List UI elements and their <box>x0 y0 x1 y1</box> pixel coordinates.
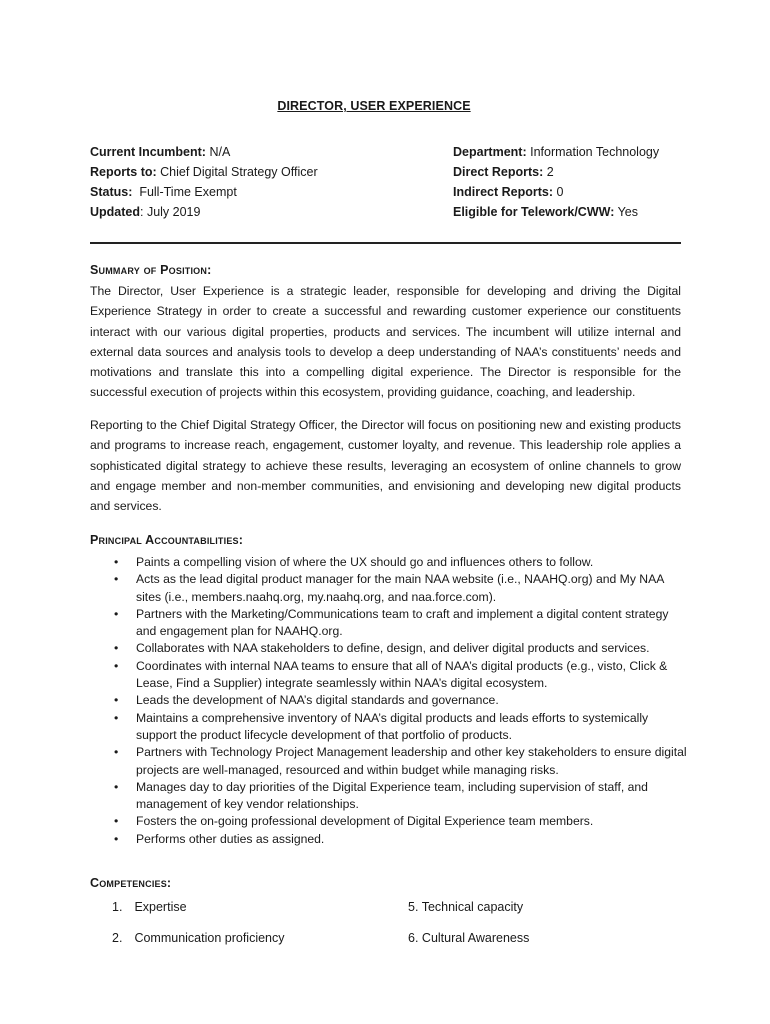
competency-item: 6. Cultural Awareness <box>408 931 530 945</box>
list-item: • Partners with the Marketing/Communications team to craft and implement a digital content strategy and engagement plan for NAAHQ.org. <box>114 606 669 639</box>
list-item: • Leads the development of NAA’s digital standards and governance. <box>114 693 499 708</box>
meta-current-incumbent: Current Incumbent: N/A <box>90 145 231 159</box>
meta-direct-reports: Direct Reports: 2 <box>453 165 554 179</box>
meta-department: Department: Information Technology <box>453 145 660 159</box>
list-item: • Paints a compelling vision of where the UX should go and influences others to follow. <box>114 555 594 569</box>
meta-left-column <box>90 142 318 222</box>
meta-indirect-reports: Indirect Reports: 0 <box>453 185 564 199</box>
list-item: • Collaborates with NAA stakeholders to define, design, and deliver digital products and services. <box>114 641 650 656</box>
meta-right-column <box>453 142 659 222</box>
divider <box>90 242 681 244</box>
list-item: • Maintains a comprehensive inventory of NAA’s digital products and leads efforts to systemically support the product lifecycle development of that portfolio of products. <box>114 710 649 742</box>
page-title: DIRECTOR, USER EXPERIENCE <box>277 99 471 113</box>
list-item: • Fosters the on-going professional development of Digital Experience team members. <box>114 814 594 829</box>
summary-paragraph-1: The Director, User Experience is a strategic leader, responsible for developing and driving the Digital Experience Strategy in order to create a successful and rewarding customer experience our constituents interact with our various digital properties, products and services. The incumbent will utilize internal and external data sources and analysis tools to develop a deep understanding of NAA’s constituents’ needs and motivations and translate this into a compelling digital experience. The Director is responsible for the successful execution of projects within this ecosystem, providing guidance, coaching, and leadership. <box>90 284 681 400</box>
summary-paragraph-2: Reporting to the Chief Digital Strategy Officer, the Director will focus on positioning new and existing products and programs to increase reach, engagement, customer loyalty, and revenue. This leadership role applies a sophisticated digital strategy to achieve these results, leveraging an ecosystem of online channels to grow and engage member and non-member communities, and envisioning and developing new digital products and services. <box>90 418 681 514</box>
accountabilities-heading: Principal Accountabilities: <box>90 533 244 547</box>
competency-item: 1. Expertise <box>112 900 187 914</box>
meta-reports-to: Reports to: Chief Digital Strategy Officer <box>90 165 318 179</box>
list-item: • Performs other duties as assigned. <box>114 831 325 846</box>
competencies-heading: Competencies: <box>90 876 172 890</box>
competency-item: 5. Technical capacity <box>408 900 524 914</box>
accountabilities-list <box>90 554 690 848</box>
meta-updated: Updated: July 2019 <box>90 205 201 219</box>
list-item: • Coordinates with internal NAA teams to ensure that all of NAA’s digital products (e.g., visto, Click & Lease, Find a Supplier) integrate seamlessly within NAA’s digital ecosystem. <box>114 658 668 691</box>
summary-heading: Summary of Position: <box>90 263 212 277</box>
list-item: • Partners with Technology Project Management leadership and other key stakeholders to ensure digital projects are well-managed, resourced and within budget while managing risks. <box>114 745 687 777</box>
competency-item: 2. Communication proficiency <box>112 931 285 945</box>
meta-status: Status: Full-Time Exempt <box>90 185 237 199</box>
list-item: • Manages day to day priorities of the Digital Experience team, including supervision of staff, and management of key vendor relationships. <box>114 779 648 812</box>
meta-telework: Eligible for Telework/CWW: Yes <box>453 205 638 219</box>
list-item: • Acts as the lead digital product manager for the main NAA website (i.e., NAAHQ.org) and My NAA sites (i.e., members.naahq.org, my.naahq.org, and naa.force.com). <box>114 572 664 604</box>
